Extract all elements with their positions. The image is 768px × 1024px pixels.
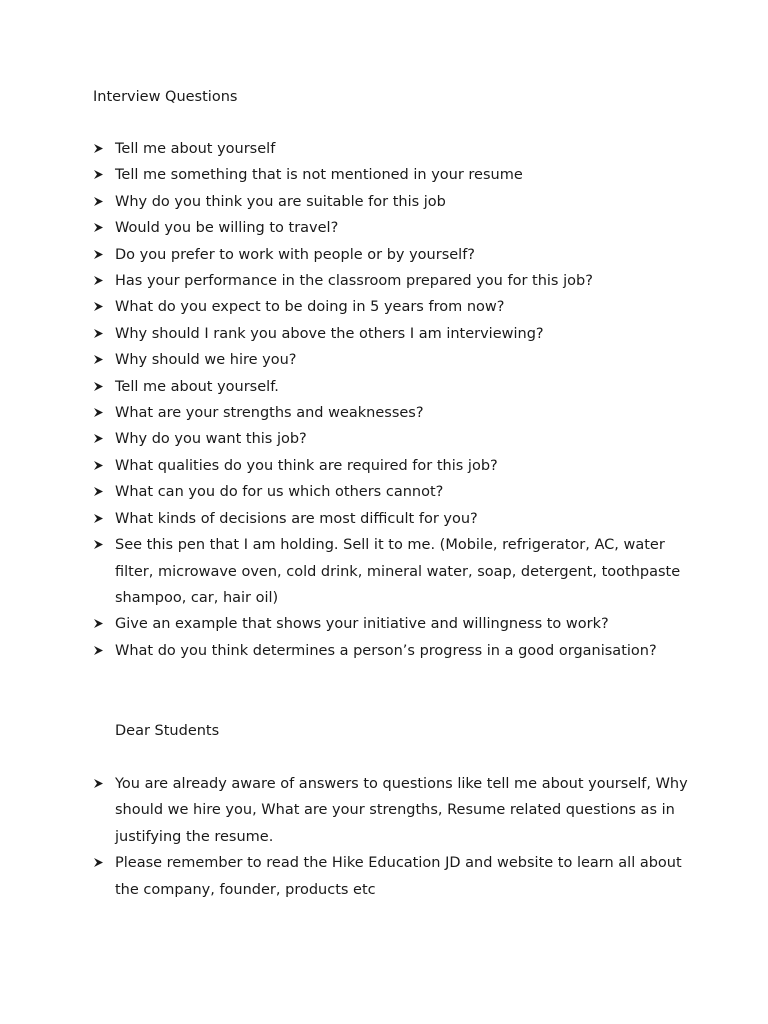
list-item: [93, 347, 693, 373]
greeting: Dear Students: [115, 723, 220, 739]
arrowhead-bullet-icon: [93, 162, 107, 188]
question-text: What are your strengths and weaknesses?: [115, 405, 424, 422]
list-item: [93, 242, 693, 268]
note-text: You are already aware of answers to questions like tell me about yourself, Why should we hire you, What are your strengths, Resume related questions as in justifying the resume.: [115, 776, 688, 845]
arrowhead-bullet-icon: [93, 136, 107, 162]
list-item: [93, 532, 693, 611]
interview-questions-list: [93, 136, 693, 664]
arrowhead-bullet-icon: [93, 771, 107, 797]
list-item: [93, 215, 693, 241]
question-text: Give an example that shows your initiative and willingness to work?: [115, 616, 609, 633]
list-item: [93, 400, 693, 426]
list-item: [93, 294, 693, 320]
question-text: Tell me something that is not mentioned in your resume: [115, 167, 523, 184]
list-item: [93, 136, 693, 162]
document-heading: Interview Questions: [93, 89, 238, 105]
list-item: [93, 321, 693, 347]
question-text: Tell me about yourself.: [115, 378, 279, 395]
question-text: Do you prefer to work with people or by yourself?: [115, 246, 476, 263]
arrowhead-bullet-icon: [93, 374, 107, 400]
note-text: Please remember to read the Hike Education JD and website to learn all about the company, founder, products etc: [115, 855, 682, 898]
arrowhead-bullet-icon: [93, 321, 107, 347]
list-item: [93, 453, 693, 479]
question-text: Why should we hire you?: [115, 352, 297, 369]
arrowhead-bullet-icon: [93, 453, 107, 479]
arrowhead-bullet-icon: [93, 638, 107, 664]
list-item: [93, 506, 693, 532]
arrowhead-bullet-icon: [93, 850, 107, 876]
question-text: What do you expect to be doing in 5 years from now?: [115, 299, 505, 316]
list-item: [93, 850, 693, 903]
list-item: [93, 771, 693, 850]
student-notes-list: [93, 771, 693, 903]
list-item: [93, 374, 693, 400]
arrowhead-bullet-icon: [93, 294, 107, 320]
list-item: [93, 189, 693, 215]
arrowhead-bullet-icon: [93, 611, 107, 637]
arrowhead-bullet-icon: [93, 479, 107, 505]
arrowhead-bullet-icon: [93, 189, 107, 215]
question-text: What can you do for us which others cannot?: [115, 484, 444, 501]
question-text: Why do you want this job?: [115, 431, 307, 448]
question-text: Has your performance in the classroom prepared you for this job?: [115, 273, 593, 290]
question-text: What do you think determines a person’s progress in a good organisation?: [115, 642, 657, 659]
arrowhead-bullet-icon: [93, 426, 107, 452]
question-text: What qualities do you think are required for this job?: [115, 457, 498, 474]
question-text: Why should I rank you above the others I am interviewing?: [115, 325, 544, 342]
list-item: [93, 162, 693, 188]
question-text: See this pen that I am holding. Sell it to me. (Mobile, refrigerator, AC, water filter, microwave oven, cold drink, mineral water, soap, detergent, toothpaste shampoo, car, hair oil): [115, 537, 681, 606]
arrowhead-bullet-icon: [93, 506, 107, 532]
arrowhead-bullet-icon: [93, 215, 107, 241]
list-item: [93, 268, 693, 294]
arrowhead-bullet-icon: [93, 242, 107, 268]
question-text: Why do you think you are suitable for this job: [115, 193, 446, 210]
arrowhead-bullet-icon: [93, 400, 107, 426]
list-item: [93, 638, 693, 664]
arrowhead-bullet-icon: [93, 532, 107, 558]
list-item: [93, 479, 693, 505]
list-item: [93, 611, 693, 637]
question-text: What kinds of decisions are most difficult for you?: [115, 510, 478, 527]
question-text: Tell me about yourself: [115, 141, 276, 157]
arrowhead-bullet-icon: [93, 347, 107, 373]
question-text: Would you be willing to travel?: [115, 220, 339, 237]
list-item: [93, 426, 693, 452]
arrowhead-bullet-icon: [93, 268, 107, 294]
